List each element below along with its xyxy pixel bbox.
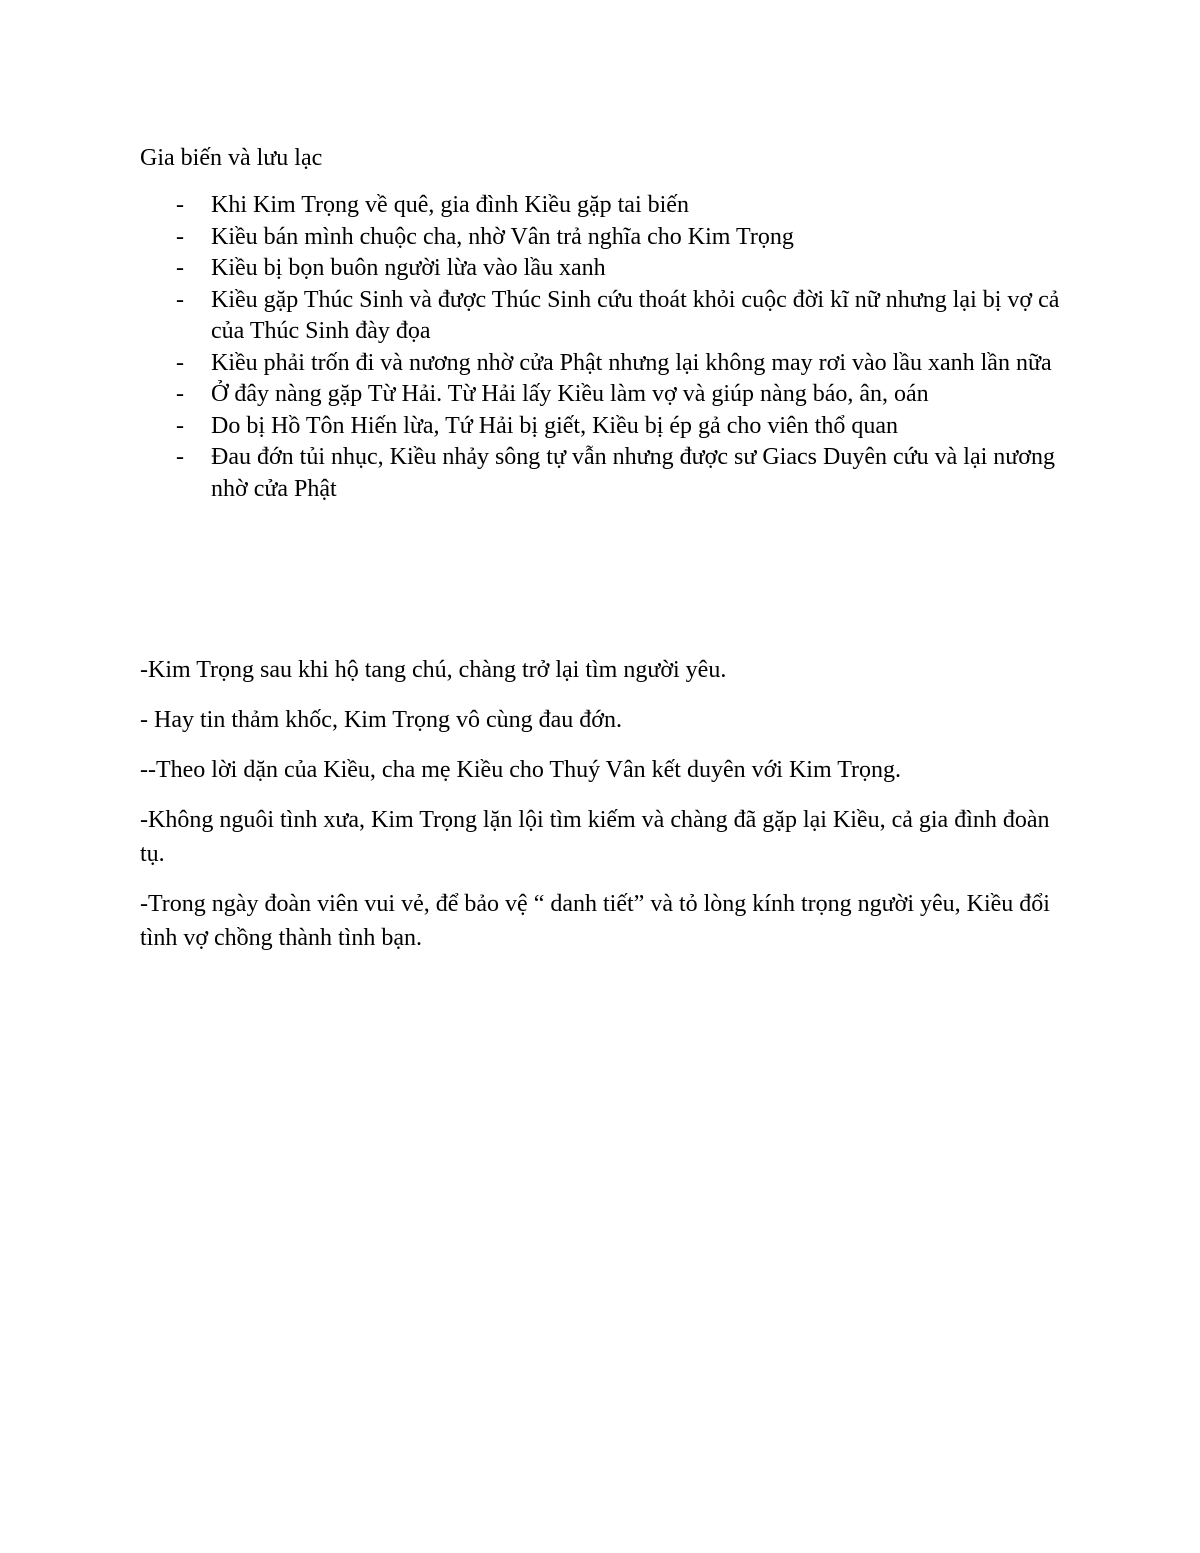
bullet-marker: - (176, 192, 184, 218)
section-heading: Gia biến và lưu lạc (140, 145, 323, 171)
bullet-marker: - (176, 444, 184, 470)
bullet-list (140, 190, 1070, 505)
list-item (140, 411, 1070, 443)
list-item-text: Đau đớn tủi nhục, Kiều nhảy sông tự vẫn nhưng được sư Giacs Duyên cứu và lại nương nhờ cửa Phật (211, 444, 1055, 502)
bullet-marker: - (176, 255, 184, 281)
list-item (140, 379, 1070, 411)
list-item-text: Kiều bị bọn buôn người lừa vào lầu xanh (211, 255, 606, 281)
list-item-text: Kiều bán mình chuộc cha, nhờ Vân trả nghĩa cho Kim Trọng (211, 223, 794, 250)
list-item-text: Kiều gặp Thúc Sinh và được Thúc Sinh cứu thoát khỏi cuộc đời kĩ nữ nhưng lại bị vợ cả của Thúc Sinh đày đọa (211, 286, 1060, 344)
paragraph: --Theo lời dặn của Kiều, cha mẹ Kiều cho Thuý Vân kết duyên với Kim Trọng. (140, 757, 902, 783)
paragraph: -Kim Trọng sau khi hộ tang chú, chàng trở lại tìm người yêu. (140, 657, 727, 683)
list-item (140, 348, 1070, 380)
list-item (140, 190, 1070, 222)
paragraph: -Không nguôi tình xưa, Kim Trọng lặn lội tìm kiếm và chàng đã gặp lại Kiều, cả gia đình đoàn tụ. (140, 807, 1050, 867)
bullet-marker: - (176, 412, 184, 439)
list-item (140, 222, 1070, 254)
list-item (140, 253, 1070, 285)
paragraph: -Trong ngày đoàn viên vui vẻ, để bảo vệ “ danh tiết” và tỏ lòng kính trọng người yêu, Kiều đổi tình vợ chồng thành tình bạn. (140, 891, 1050, 951)
list-item (140, 442, 1070, 505)
list-item (140, 285, 1070, 348)
bullet-marker: - (176, 349, 184, 376)
list-item-text: Kiều phải trốn đi và nương nhờ cửa Phật nhưng lại không may rơi vào lầu xanh lần nữa (211, 349, 1052, 376)
bullet-marker: - (176, 223, 184, 250)
list-item-text: Khi Kim Trọng về quê, gia đình Kiều gặp tai biến (211, 192, 689, 218)
list-item-text: Ở đây nàng gặp Từ Hải. Từ Hải lấy Kiều làm vợ và giúp nàng báo, ân, oán (211, 381, 929, 407)
bullet-marker: - (176, 381, 184, 407)
paragraph-section (140, 653, 1070, 971)
bullet-marker: - (176, 286, 184, 313)
list-item-text: Do bị Hồ Tôn Hiến lừa, Tứ Hải bị giết, Kiều bị ép gả cho viên thổ quan (211, 412, 898, 439)
paragraph: - Hay tin thảm khốc, Kim Trọng vô cùng đau đớn. (140, 707, 622, 733)
